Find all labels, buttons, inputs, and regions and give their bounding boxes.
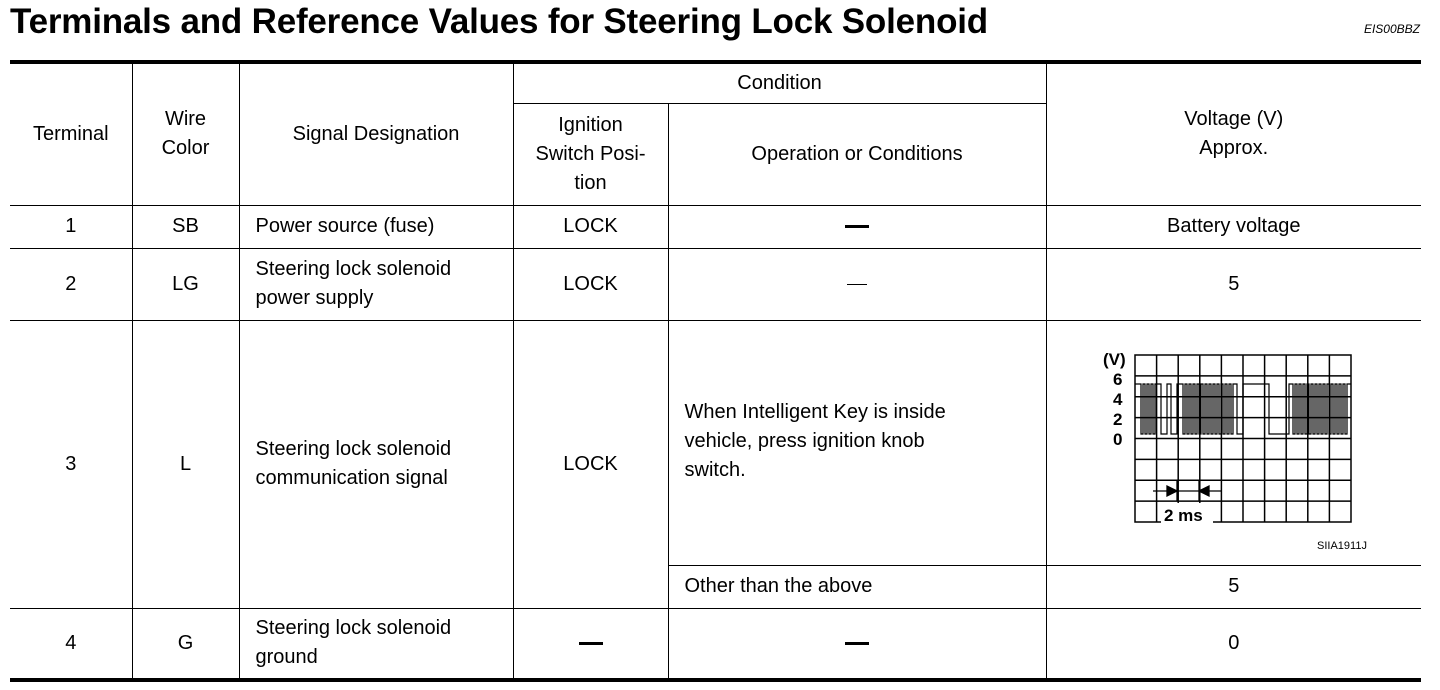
terminal-cell: 2: [10, 248, 132, 320]
terminal-cell: 1: [10, 205, 132, 248]
operation-cell: [668, 248, 1046, 320]
ignition-cell: [513, 608, 668, 680]
dash-mark: [845, 225, 869, 228]
terminal-cell: 3: [10, 320, 132, 608]
voltage-cell: 5: [1046, 565, 1421, 608]
wire-color-cell: LG: [132, 248, 239, 320]
y-tick-label: 4: [1113, 389, 1123, 409]
voltage-cell: 5: [1046, 248, 1421, 320]
header-operation-conditions: Operation or Conditions: [668, 103, 1046, 205]
ignition-cell: LOCK: [513, 320, 668, 608]
header-signal-designation: Signal Designation: [239, 62, 513, 205]
header-ignition-switch-position: [513, 103, 668, 205]
signal-cell: Steering lock solenoid communication signal: [239, 320, 513, 608]
header-condition: Condition: [513, 62, 1046, 103]
figure-id: SIIA1911J: [1317, 539, 1368, 552]
header-voltage-line1: Voltage (V): [1184, 108, 1284, 131]
y-tick-label: 6: [1113, 369, 1123, 389]
signal-cell: Steering lock solenoid ground: [239, 608, 513, 680]
signal-cell: Steering lock solenoid power supply: [239, 248, 513, 320]
header-ignition-line3: tion: [574, 171, 607, 194]
table-row: [10, 320, 1421, 565]
operation-cell: [668, 608, 1046, 680]
wire-color-cell: G: [132, 608, 239, 680]
header-wire-color-line2: Color: [161, 137, 210, 160]
waveform-figure: [1047, 321, 1420, 565]
waveform-cell: [1046, 320, 1421, 565]
table-row: [10, 248, 1421, 320]
ignition-cell: LOCK: [513, 205, 668, 248]
header-ignition-line1: Ignition: [558, 113, 623, 136]
dash-mark: [847, 284, 867, 285]
y-tick-label: 2: [1113, 409, 1123, 429]
header-voltage-line2: Approx.: [1199, 137, 1269, 160]
header-ignition-line2: Switch Posi-: [535, 142, 646, 165]
time-scale-label: 2 ms: [1164, 505, 1204, 525]
header-wire-color: [132, 62, 239, 205]
table-row: [10, 205, 1421, 248]
time-arrows: [1153, 481, 1221, 501]
wire-color-cell: SB: [132, 205, 239, 248]
document-id: EIS00BBZ: [1363, 22, 1420, 36]
waveform-grid: [1135, 355, 1351, 522]
voltage-cell: Battery voltage: [1046, 205, 1421, 248]
ignition-cell: LOCK: [513, 248, 668, 320]
header-terminal: Terminal: [10, 62, 132, 205]
header-wire-color-line1: Wire: [164, 108, 207, 131]
operation-cell: When Intelligent Key is inside vehicle, press ignition knob switch.: [668, 320, 1046, 565]
header-voltage: [1046, 62, 1421, 205]
y-tick-label: 0: [1113, 429, 1123, 449]
voltage-cell: 0: [1046, 608, 1421, 680]
operation-cell: [668, 205, 1046, 248]
signal-cell: Power source (fuse): [239, 205, 513, 248]
operation-cell: Other than the above: [668, 565, 1046, 608]
page-title: Terminals and Reference Values for Steering Lock Solenoid: [10, 2, 988, 41]
waveform-trace: [1135, 384, 1351, 434]
dash-mark: [579, 642, 603, 645]
terminal-cell: 4: [10, 608, 132, 680]
wire-color-cell: L: [132, 320, 239, 608]
dash-mark: [845, 642, 869, 645]
reference-values-table: [10, 60, 1421, 682]
table-row: [10, 608, 1421, 680]
unit-label: (V): [1103, 349, 1126, 369]
